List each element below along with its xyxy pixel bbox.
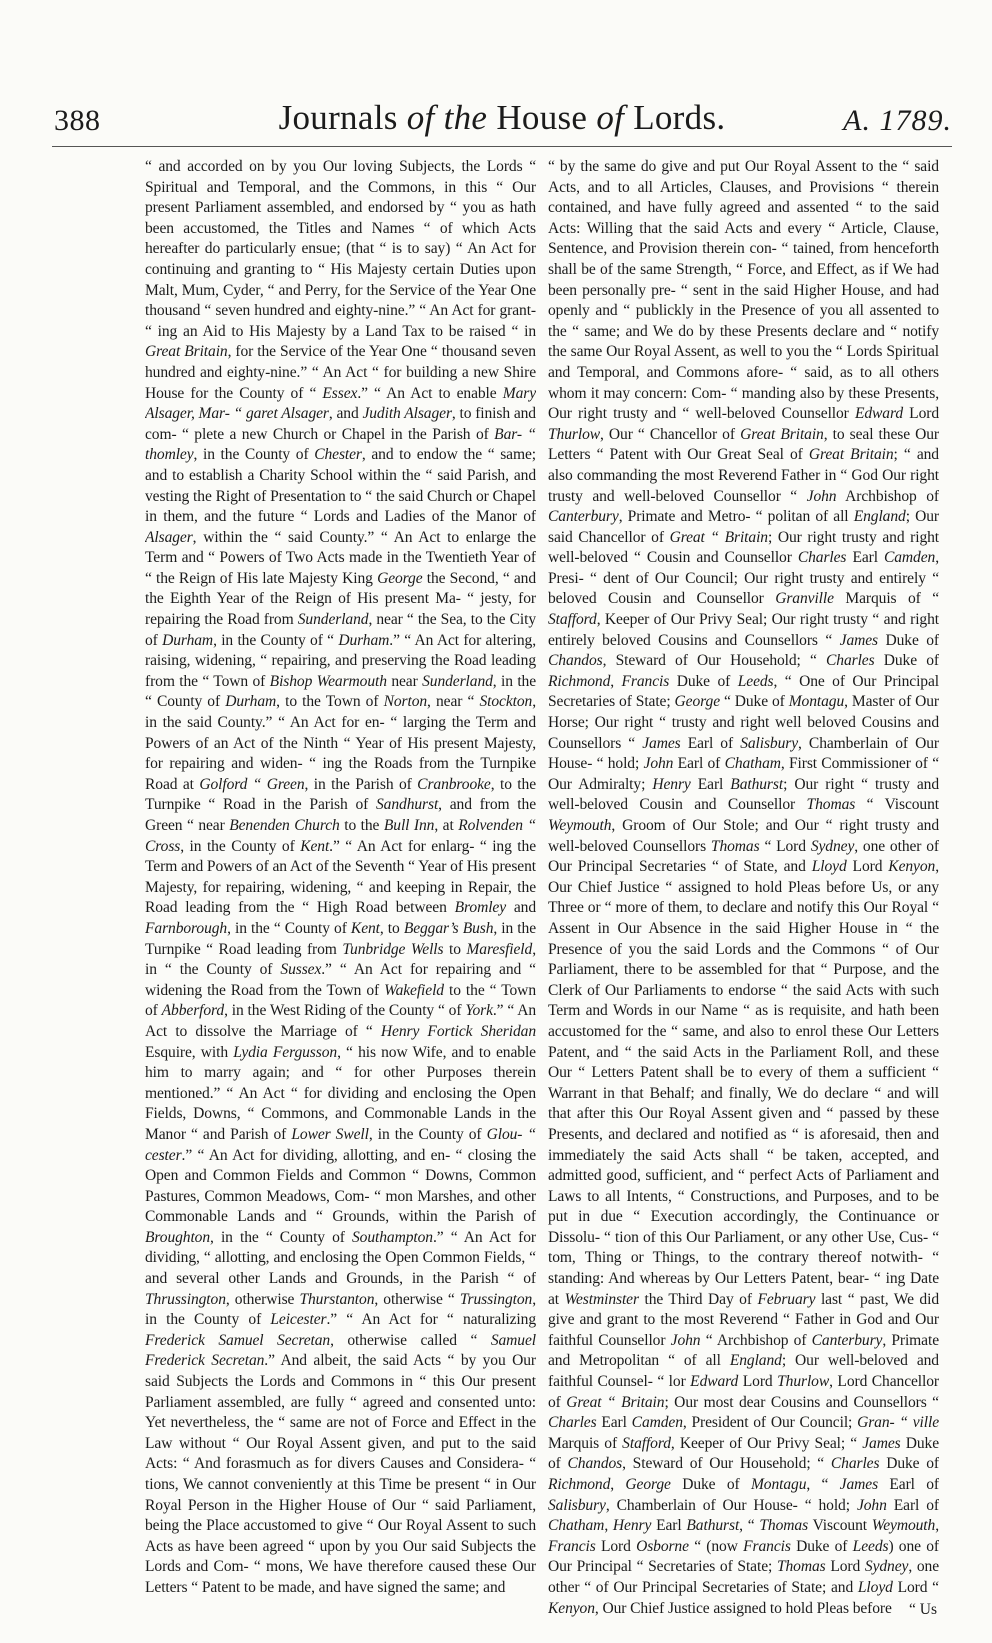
- text-run: , Keeper of Our Privy Seal; Our right trusty “ and right entirely beloved Cousins and Counsellors “: [548, 611, 939, 649]
- text-run: .” “ An Act to dissolve the Marriage of “: [145, 1002, 536, 1040]
- text-run: Earl: [846, 549, 884, 567]
- italic-run: George: [625, 1476, 671, 1493]
- italic-run: Henry Fortick Sheridan: [380, 1022, 536, 1040]
- italic-run: Francis: [621, 672, 670, 690]
- italic-run: Chandos: [548, 652, 603, 670]
- text-run: Marquis of: [548, 1434, 623, 1452]
- text-run: , in the “ County of: [145, 672, 536, 711]
- text-run: , President of Our Council;: [682, 1414, 858, 1432]
- text-run: Marquis of “: [833, 590, 939, 608]
- text-run: and: [506, 899, 536, 917]
- text-run: ; Our right trusty and right well-beloved “ Cousin and Counsellor: [548, 528, 939, 567]
- italic-run: Great Britain: [145, 343, 228, 361]
- running-title: [52, 98, 952, 138]
- text-run: ; Our said Chancellor of: [548, 508, 939, 546]
- text-run: , Master of Our Horse; Our right “ trusty and right well beloved Cousins and Counsellors “: [548, 693, 939, 752]
- text-run: ; “ and also commanding the most Reverend Father in “ God Our right trusty and well-beloved Counsellor “: [548, 446, 939, 505]
- title-word: of the: [406, 98, 488, 137]
- text-run: Duke of: [874, 652, 939, 670]
- text-run: .” “ An Act for dividing, “ allotting, and enclosing the Open Common Fields, “ and several other Lands and Grounds, in the Parish “ of: [145, 1228, 536, 1288]
- text-run: , near “: [427, 693, 480, 711]
- italic-run: Canterbury: [548, 508, 619, 526]
- text-run: , in the County of “: [213, 631, 339, 649]
- text-run: Earl: [651, 1517, 687, 1535]
- italic-run: England: [853, 508, 906, 526]
- text-run: ,: [610, 672, 622, 690]
- text-run: Duke of: [669, 672, 738, 690]
- text-run: , to: [379, 919, 404, 937]
- text-run: , at: [434, 817, 459, 834]
- italic-run: England: [729, 1352, 782, 1370]
- header-rule: [52, 146, 952, 147]
- italic-run: Sunderland: [422, 672, 493, 690]
- text-run: , in the West Riding of the County “ of: [224, 1002, 466, 1020]
- text-run: “ by the same do give and put Our Royal Assent to the “ said Acts, and to all Articles, Clauses, and Provisions “ therein contained, and have fully agreed and assented “ to the said Acts: Willing that the said Acts and every “ Article, Clause, Sentence, and Provision therein con- “ tained, from henceforth shall be of the same Strength, “ Force, and Effect, as if We had been personally pre- “ sent in the said Higher House, and had openly and “ publickly in the Presence of you all assented to the “ same; and We do by these Presents declare and “ notify the same Our Royal Assent, as well to you the “ Lords Spiritual and Temporal, and Commons afore- “ said, as to all others whom it may concern: Com- “ manding also by these Presents, Our right trusty and “ well-beloved Counsellor: [548, 158, 939, 423]
- text-run: Earl of: [878, 1476, 939, 1493]
- page-number: 388: [54, 104, 101, 137]
- italic-run: Kent: [350, 919, 380, 937]
- text-run: , otherwise: [225, 1290, 300, 1308]
- italic-run: Farnborough: [145, 919, 228, 937]
- text-run: .” “ An Act for enlarg- “ ing the Term and Powers of an Act of the Seventh “ Year of His present Majesty, for repairing, widening, “ and keeping in Repair, the Road leading from the “ High Road between: [145, 837, 536, 917]
- italic-run: Great “ Britain: [669, 528, 768, 546]
- italic-run: Mary Alsager, Mar- “ garet Alsager: [145, 384, 536, 423]
- italic-run: Bishop Wearmouth: [269, 672, 387, 690]
- italic-run: Montagu: [788, 693, 845, 711]
- italic-run: Tunbridge Wells: [342, 940, 444, 958]
- catchword: “ Us: [909, 1601, 937, 1618]
- text-run: Duke of: [670, 1476, 751, 1493]
- italic-run: Benenden Church: [229, 817, 340, 834]
- text-run: , and from the Green “ near: [145, 796, 536, 834]
- italic-run: Stafford: [548, 611, 597, 629]
- italic-run: Bromley: [454, 899, 507, 917]
- italic-run: Bar- “ thomley: [145, 425, 536, 464]
- italic-run: Gran- “ ville: [857, 1414, 939, 1432]
- text-run: Earl of: [680, 734, 741, 752]
- italic-run: Weymouth: [871, 1517, 936, 1535]
- italic-run: Charles: [826, 652, 875, 670]
- text-run: .” “ An Act for dividing, allotting, and en- “ closing the Open and Common Fields and Common “ Downs, Common Pastures, Common Meadows, Com- “ mon Marshes, and other Commonable Lands and “ Grounds, within the Parish of: [145, 1146, 536, 1226]
- text-run: .” “ An Act to enable: [357, 384, 503, 402]
- right-column: [548, 157, 939, 1617]
- text-run: “ (now: [688, 1537, 744, 1555]
- italic-run: Frederick Samuel Secretan: [145, 1331, 331, 1349]
- italic-run: Canterbury: [811, 1331, 883, 1349]
- italic-run: Stafford: [622, 1434, 671, 1452]
- text-run: , in the “ County of: [210, 1228, 352, 1246]
- italic-run: John: [856, 1496, 887, 1514]
- italic-run: Chester: [314, 446, 362, 464]
- italic-run: Judith Alsager: [362, 405, 452, 423]
- italic-run: Bathurst: [730, 775, 784, 793]
- text-run: near: [386, 672, 423, 690]
- italic-run: Abberford: [161, 1002, 225, 1020]
- italic-run: Great Britain: [740, 425, 824, 443]
- text-run: , in the County of: [180, 837, 301, 855]
- italic-run: Edward: [854, 405, 903, 423]
- text-run: , “ his now Wife, and to enable him to marry again; and “ for other Purposes therein mentioned.” “ An Act “ for dividing and enclosing the Open Fields, Downs, “ Commons, and Commonable Lands in the Manor “ and Parish of: [145, 1043, 536, 1143]
- italic-run: Rolvenden “ Cross: [145, 817, 536, 855]
- italic-run: Norton: [383, 693, 428, 711]
- text-run: to the “ Town of: [145, 981, 536, 1020]
- italic-run: Thurstanton: [299, 1290, 375, 1308]
- italic-run: James: [839, 631, 878, 649]
- italic-run: Francis: [743, 1537, 791, 1555]
- italic-run: Weymouth: [548, 817, 612, 834]
- text-run: , Our Chief Justice “ assigned to hold Pleas before Us, or any Three or “ more of them, to declare and notify this Our Royal “ Assent in Our Absence in the said Higher House in “ the Presence of you the said Lords and the Commons “ of Our Parliament, there to be assembled for that “ Purpose, and the Clerk of Our Parliaments to endorse “ the said Acts with such Term and Words in our Name “ as is requisite, and hath been accustomed for the “ same, and also to enrol these Our Letters Patent, and “ the said Acts in the Parliament Roll, and these Our “ Letters Patent shall be to every of them a sufficient “ Warrant in that Behalf; and finally, We do declare “ and will that after this Our Royal Assent given and “ passed by these Presents, and declared and notified as “ is aforesaid, then and immediately the said Acts shall “ be taken, accepted, and admitted good, sufficient, and “ perfect Acts of Parliament and Laws to all Intents, “ Constructions, and Purposes, and to be put in due “ Execution accordingly, the Continuance or Dissolu- “ tion of this Our Parliament, or any other Use, Cus- “ tom, Thing or Things, to the contrary thereof notwith- “ standing: And whereas by Our Letters Patent, bear- “ ing Date at: [548, 858, 939, 1308]
- title-word: of: [596, 98, 625, 137]
- text-run: , Groom of Our Stole; and Our “ right trusty and well-beloved Counsellors: [548, 817, 939, 855]
- text-run: , Our “ Chancellor of: [600, 425, 741, 443]
- text-run: Lord “: [892, 1578, 939, 1596]
- italic-run: James: [642, 734, 681, 752]
- italic-run: Alsager: [145, 528, 193, 546]
- text-run: .” And albeit, the said Acts “ by you Our said Subjects the Lords and Commons in “ this Our present Parliament assembled, are fully “ agreed and consented unto: Yet nevertheless, the “ same are not of Force and Effect in the Law without “ Our Royal Assent given, and put to the said Acts: “ And forasmuch as for divers Causes and Considera- “ tions, We cannot conveniently at this Time be present “ in Our Royal Person in the Higher House of Our “ said Parliament, being the Place accustomed to give “ Our Royal Assent to such Acts as have been agreed “ upon by you Our said Subjects the Lords and Com- “ mons, We have therefore caused these Our Letters “ Patent to be made, and have signed the same; and: [145, 1352, 536, 1596]
- text-run: Earl of: [673, 755, 725, 773]
- text-run: , in the Turnpike “ Road leading from: [145, 919, 536, 958]
- text-run: , within the “ said County.” “ An Act to enlarge the Term and “ Powers of Two Acts made in the Twentieth Year of “ the Reign of His late Majesty King: [145, 528, 536, 587]
- text-run: Duke of: [790, 1537, 853, 1555]
- text-run: Duke of: [548, 1434, 939, 1473]
- italic-run: Leicester: [270, 1311, 327, 1329]
- italic-run: Kenyon: [888, 858, 936, 876]
- italic-run: Montagu: [750, 1476, 807, 1493]
- text-run: , First Commissioner of “ Our Admiralty;: [548, 755, 939, 793]
- italic-run: Chatham: [548, 1517, 605, 1535]
- italic-run: George: [674, 693, 720, 711]
- text-run: .” “ An Act for “ naturalizing: [326, 1311, 536, 1329]
- italic-run: Richmond: [548, 1476, 611, 1493]
- text-run: , in the said County.” “ An Act for en- “ larging the Term and Powers of an Act of the Ninth “ Year of His present Majesty, for repairing and widen- “ ing the Roads from the Turnpike Road at: [145, 693, 536, 793]
- text-run: ; Our well-beloved and faithful Counsel- “ lor: [548, 1352, 939, 1391]
- left-column-text: [145, 157, 536, 1599]
- text-run: the Third Day of: [638, 1290, 758, 1308]
- text-run: , to seal these Our Letters “ Patent with Our Great Seal of: [548, 425, 939, 464]
- italic-run: James: [862, 1434, 901, 1452]
- text-run: , and to endow the “ same; and to establish a Charity School within the “ said Parish, and vesting the Right of Presentation to “ the said Church or Chapel in them, and the future “ Lords and Ladies of the Manor of: [145, 446, 536, 526]
- text-run: , otherwise “: [374, 1290, 460, 1308]
- italic-run: Glou- “ cester: [145, 1125, 536, 1164]
- text-run: Duke of: [878, 631, 939, 649]
- italic-run: Charles: [830, 1455, 880, 1473]
- text-run: , Keeper of Our Privy Seal; “: [670, 1434, 863, 1452]
- italic-run: Bull Inn: [383, 817, 435, 834]
- text-run: , in the County of: [368, 1125, 487, 1143]
- italic-run: York: [465, 1002, 493, 1020]
- text-run: “ Archbishop of: [700, 1331, 812, 1349]
- text-run: last “ past, We did give and grant to the most Reverend “ Father in God and Our faithful Counsellor: [548, 1290, 939, 1349]
- text-run: ; Our right “ trusty and well-beloved Cousin and Counsellor: [548, 775, 939, 814]
- italic-run: Westminster: [564, 1290, 639, 1308]
- text-run: , to the Turnpike “ Road in the Parish of: [145, 775, 536, 814]
- text-run: Viscount: [808, 1517, 872, 1535]
- text-run: , and: [328, 405, 363, 423]
- italic-run: Thomas: [776, 1558, 826, 1576]
- year: A. 1789.: [843, 104, 952, 137]
- text-run: , Primate and Metro- “ politan of all: [618, 508, 854, 526]
- italic-run: James: [839, 1476, 879, 1493]
- text-run: , in the “ County of: [227, 919, 351, 937]
- text-run: , Our Chief Justice assigned to hold Pleas before: [594, 1599, 892, 1617]
- text-run: ,: [935, 1517, 939, 1535]
- italic-run: Richmond: [548, 672, 611, 690]
- italic-run: Golford “ Green: [199, 775, 305, 793]
- text-run: , one other of Our Principal Secretaries “ of State, and: [548, 837, 939, 876]
- text-run: ,: [604, 1517, 613, 1535]
- italic-run: Thurlow: [777, 1373, 830, 1391]
- italic-run: Broughton: [145, 1228, 211, 1246]
- title-word: House: [496, 98, 588, 137]
- text-run: , to finish and com- “ plete a new Church or Chapel in the Parish of: [145, 405, 536, 443]
- text-run: to: [443, 940, 467, 958]
- italic-run: John: [643, 755, 674, 773]
- text-run: , otherwise called “: [330, 1331, 491, 1349]
- italic-run: Leeds: [737, 672, 774, 690]
- italic-run: Essex: [322, 384, 358, 402]
- text-run: , “: [739, 1517, 760, 1535]
- italic-run: Thrussington: [145, 1290, 226, 1308]
- italic-run: Camden: [631, 1414, 683, 1432]
- text-run: Lord: [595, 1537, 637, 1555]
- page-header: [52, 96, 952, 152]
- text-run: .” “ An Act for altering, raising, widening, “ repairing, and preserving the Road leading from the “ Town of: [145, 631, 536, 690]
- italic-run: George: [377, 569, 423, 587]
- italic-run: John: [806, 487, 837, 505]
- text-run: Earl of: [886, 1496, 939, 1514]
- text-run: Lord: [846, 858, 889, 876]
- text-run: ,: [610, 1476, 626, 1493]
- text-run: Lord: [825, 1558, 865, 1576]
- italic-run: Leeds: [852, 1537, 889, 1555]
- italic-run: Southampton: [352, 1228, 433, 1246]
- text-run: “ Lord: [759, 837, 811, 855]
- text-run: , Primate and Metropolitan “ of all: [548, 1331, 939, 1370]
- italic-run: Samuel Frederick Secretan: [145, 1331, 536, 1370]
- italic-run: Sydney: [864, 1558, 909, 1576]
- left-column: [145, 157, 536, 1617]
- italic-run: Sunderland: [297, 611, 369, 629]
- italic-run: Charles: [797, 549, 847, 567]
- italic-run: Maresfield: [466, 940, 533, 958]
- text-run: Archbishop of: [836, 487, 939, 505]
- italic-run: Thurlow: [548, 425, 601, 443]
- text-run: .” “ An Act for repairing and “ widening the Road from the Town of: [145, 961, 536, 999]
- italic-run: Trussington: [459, 1290, 533, 1308]
- text-run: , Chamberlain of Our House- “ hold;: [548, 734, 939, 773]
- text-run: , to the Town of: [276, 693, 384, 711]
- text-run: “ Duke of: [720, 693, 789, 711]
- italic-run: Cranbrooke: [417, 775, 491, 793]
- text-run: , “ One of Our Principal Secretaries of State;: [548, 672, 939, 711]
- text-run: the Second, “ and the Eighth Year of the Reign of His present Ma- “ jesty, for repairing the Road from: [145, 569, 536, 629]
- text-run: , in the County of: [193, 446, 315, 464]
- text-run: , in the Parish of: [304, 775, 418, 793]
- italic-run: Camden: [883, 549, 936, 567]
- italic-run: Henry: [652, 775, 691, 793]
- italic-run: Kent: [300, 837, 330, 855]
- italic-run: Chatham: [724, 755, 781, 773]
- text-run: Duke of: [879, 1455, 939, 1473]
- italic-run: Lydia Fergusson: [233, 1043, 338, 1061]
- italic-run: Thomas: [806, 796, 856, 814]
- italic-run: Durham: [162, 631, 214, 649]
- text-run: , for the Service of the Year One “ thousand seven hundred and eighty-nine.” “ An Act “ for building a new Shire House for the County of “: [145, 343, 536, 402]
- text-run: ; Our most dear Cousins and Counsellors “: [664, 1393, 939, 1411]
- italic-run: Wakefield: [384, 981, 444, 999]
- italic-run: Edward: [690, 1373, 739, 1391]
- text-run: , Steward of Our Household; “: [622, 1455, 831, 1473]
- text-run: Earl: [690, 775, 731, 793]
- italic-run: Stockton: [479, 693, 533, 711]
- italic-run: Henry: [612, 1517, 652, 1535]
- italic-run: Kenyon: [548, 1599, 595, 1617]
- italic-run: Bathurst: [686, 1517, 740, 1535]
- text-run: , in “ the County of: [145, 940, 536, 979]
- text-run: , Chamberlain of Our House- “ hold;: [605, 1496, 857, 1514]
- text-run: , “: [806, 1476, 840, 1493]
- text-run: ) one of Our Principal “ Secretaries of State;: [548, 1537, 939, 1576]
- text-run: , Steward of Our Household; “: [602, 652, 826, 670]
- text-run: Lord: [738, 1373, 778, 1391]
- italic-run: Granville: [775, 590, 834, 608]
- text-run: Earl: [596, 1414, 632, 1432]
- italic-run: Salisbury: [548, 1496, 606, 1514]
- italic-run: Great “ Britain: [566, 1393, 665, 1411]
- italic-run: Sydney: [810, 837, 855, 855]
- text-run: Lord: [903, 405, 939, 423]
- italic-run: Great Britain: [808, 446, 894, 464]
- italic-run: John: [670, 1331, 701, 1349]
- italic-run: Durham: [338, 631, 390, 649]
- italic-run: February: [757, 1290, 816, 1308]
- text-run: , in the County of: [145, 1290, 536, 1329]
- text-run: , one other “ of Our Principal Secretaries of State; and: [548, 1558, 939, 1596]
- text-run: , Lord Chancellor of: [548, 1373, 939, 1411]
- text-run: to the: [339, 817, 384, 834]
- italic-run: Lower Swell: [291, 1125, 369, 1143]
- italic-run: Lloyd: [857, 1578, 893, 1596]
- italic-run: Francis: [548, 1537, 596, 1555]
- text-run: , near “ the Sea, to the City of: [145, 611, 536, 649]
- italic-run: Beggar’s Bush: [403, 919, 494, 937]
- italic-run: Lloyd: [811, 858, 847, 876]
- italic-run: Sandhurst: [376, 796, 439, 814]
- italic-run: Osborne: [636, 1537, 689, 1555]
- right-column-text: [548, 157, 939, 1617]
- italic-run: Sussex: [280, 961, 322, 979]
- title-word: Journals: [278, 98, 398, 137]
- italic-run: Durham: [225, 693, 277, 711]
- italic-run: Charles: [548, 1414, 597, 1432]
- text-run: “ Viscount: [855, 796, 939, 814]
- italic-run: Thomas: [759, 1517, 809, 1535]
- title-word: Lords.: [633, 98, 726, 137]
- italic-run: Thomas: [710, 837, 760, 855]
- text-run: Esquire, with: [145, 1043, 234, 1061]
- italic-run: Chandos: [567, 1455, 623, 1473]
- text-run: “ and accorded on by you Our loving Subjects, the Lords “ Spiritual and Temporal, and the Commons, in this “ Our present Parliament assembled, and endorsed by “ you as hath been accustomed, the Titles and Names “ of which Acts hereafter do particularly ensue; (that “ is to say) “ An Act for continuing and granting to “ His Majesty certain Duties upon Malt, Mum, Cyder, “ and Perry, for the Service of the Year One thousand “ seven hundred and eighty-nine.” “ An Act for grant- “ ing an Aid to His Majesty by a Land Tax to be raised “ in: [145, 158, 536, 340]
- text-run: , Presi- “ dent of Our Council; Our right trusty and entirely “ beloved Cousin and Counsellor: [548, 549, 939, 608]
- italic-run: Salisbury: [740, 734, 799, 752]
